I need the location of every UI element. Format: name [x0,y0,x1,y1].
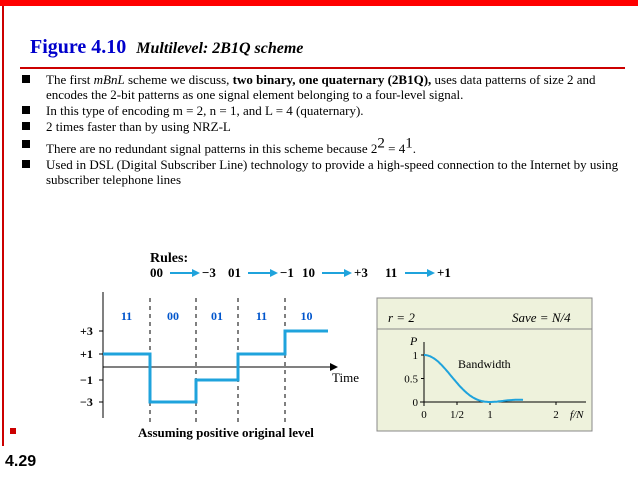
bw-x-tick-label: 0 [421,409,427,421]
rule-bits: 11 [385,265,398,280]
bandwidth-panel [377,298,592,431]
rule-level: +3 [354,265,368,280]
rule-bits: 10 [302,265,315,280]
bw-x-tick-label: 2 [553,409,559,421]
bullet-text: uses data patterns of size 2 and encodes the 2-bit patterns as one signal element belonging to a four-level signal. [46,72,596,102]
bullet-text: 2 times faster than by using NRZ-L [46,119,231,134]
arrow-icon [192,269,200,277]
rule-bits: 01 [228,265,241,280]
bullet-italic: mBnL [93,72,125,87]
title-number: Figure 4.10 [30,36,127,58]
s-label: Save = N/4 [512,310,571,325]
segment-bits-label: 01 [211,309,223,323]
bullet-text: In this type of encoding m = 2, n = 1, and L = 4 (quaternary). [46,103,364,118]
y-level-label: +3 [80,324,93,338]
y-level-label: +1 [80,347,93,361]
bullet-text: scheme we discuss, [124,72,233,87]
rule-level: −3 [202,265,216,280]
footer-bullet-square [10,428,16,434]
segment-bits-label: 10 [300,309,313,323]
y-level-label: −1 [80,373,93,387]
superscript: 2 [377,136,385,152]
segment-bits-label: 11 [120,309,133,323]
arrow-icon [344,269,352,277]
bw-y-tick-label: 0 [412,397,418,409]
arrow-icon [270,269,278,277]
waveform [80,292,359,425]
arrow-icon [427,269,435,277]
segment-bits-label: 11 [255,309,268,323]
segment-bits-label: 00 [167,309,179,323]
rule-level: −1 [280,265,294,280]
bullet-text: There are no redundant signal patterns in this scheme because $2^2 = 4^1$. [46,136,416,157]
bw-y-tick-label: 1 [412,350,418,362]
superscript: 1 [405,136,413,152]
bw-y-tick-label: 0.5 [404,373,418,386]
p-label: P [410,334,418,348]
bw-x-tick-label: 1 [487,409,493,421]
bandwidth-curve-label: Bandwidth [458,357,511,371]
title-subtitle: Multilevel: 2B1Q scheme [136,40,304,57]
rule-bits: 00 [150,265,163,280]
rules-label: Rules: [150,251,189,266]
y-level-label: −3 [80,395,93,409]
signal-caption: Assuming positive original level [138,425,314,440]
bullet-bold: two binary, one quaternary (2B1Q), [232,72,432,87]
bullet-text: The first [46,72,94,87]
rule-level: +1 [437,265,451,280]
bw-x-unit: f/N [570,409,584,421]
bw-x-tick-label: 1/2 [449,409,465,421]
bullet-text: Used in DSL (Digital Subscriber Line) technology to provide a high-speed connection to the Internet by using subscriber telephone lines [46,157,619,188]
r-label: r = 2 [388,310,415,325]
time-label: Time [332,370,359,385]
slide-number: 4.29 [5,453,37,470]
rules-row [150,265,451,280]
